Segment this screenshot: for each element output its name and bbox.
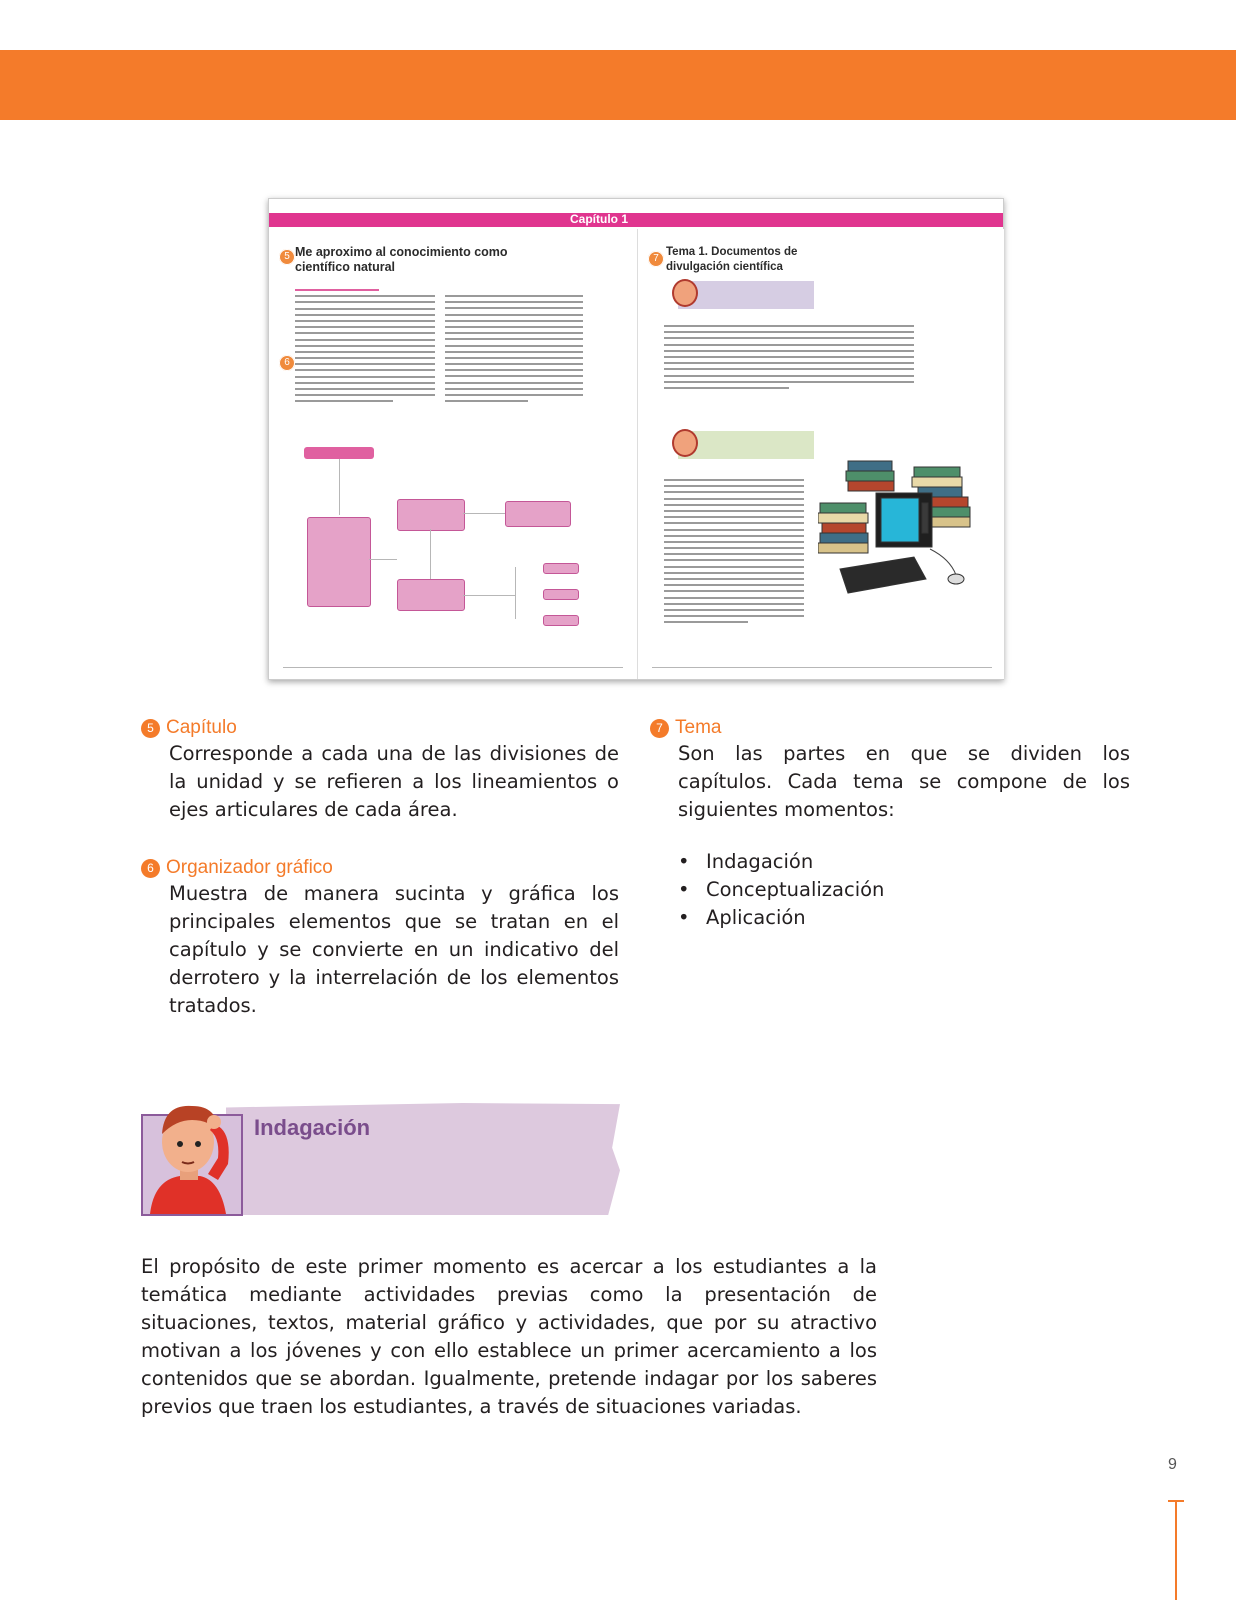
indagacion-title: Indagación <box>254 1115 371 1140</box>
indagacion-mini-band <box>678 281 814 309</box>
number-badge-6: 6 <box>141 859 160 878</box>
right-page-title: Tema 1. Documentos de divulgación científica <box>666 246 798 273</box>
item-body: Corresponde a cada una de las divisiones de la unidad y se refieren a los lineamientos o ejes articulares de cada área. <box>169 742 619 821</box>
marker-6: 6 <box>279 355 295 371</box>
conceptualizacion-mini-band <box>678 431 814 459</box>
page-marker-line <box>1175 1500 1177 1600</box>
item-title: Organizador gráfico <box>166 857 333 878</box>
item-title: Capítulo <box>166 717 237 738</box>
item-tema <box>650 716 1130 932</box>
marker-5: 5 <box>279 249 295 265</box>
map-node-recursos <box>397 499 465 531</box>
map-connector <box>430 529 431 579</box>
item-organizador <box>141 856 619 1020</box>
map-connector <box>463 513 505 514</box>
left-page-title: Me aproximo al conocimiento como científico natural <box>295 245 508 274</box>
map-connector <box>463 595 515 596</box>
number-badge-5: 5 <box>141 719 160 738</box>
list-item: • Aplicación <box>678 904 1130 932</box>
book-spread-thumbnail <box>268 198 1004 680</box>
map-leaf-graficos <box>543 589 579 600</box>
left-page <box>269 229 635 679</box>
character-icon <box>672 429 698 457</box>
page-footer-rule <box>652 667 992 668</box>
right-page <box>637 229 1004 679</box>
chapter-bar <box>269 213 1003 227</box>
map-sources-node <box>307 517 371 607</box>
map-connector <box>515 567 516 619</box>
map-node-investigaciones <box>505 501 571 527</box>
marker-7: 7 <box>648 251 664 267</box>
page-footer-rule <box>283 667 623 668</box>
item-capitulo <box>141 716 619 824</box>
map-root-node <box>304 447 374 459</box>
right-text-block-1 <box>664 325 914 393</box>
computer-books-illustration <box>818 453 978 599</box>
left-text-column-1 <box>295 289 435 407</box>
list-item: • Indagación <box>678 848 1130 876</box>
moments-list <box>678 848 1130 932</box>
list-item: • Conceptualización <box>678 876 1130 904</box>
header-band <box>0 50 1236 120</box>
item-body: Son las partes en que se dividen los capítulos. Cada tema se compone de los siguientes momentos: <box>678 742 1130 821</box>
map-node-interpretar <box>397 579 465 611</box>
thinking-character-icon <box>140 1100 240 1214</box>
map-connector <box>369 559 397 560</box>
left-text-column-2 <box>445 295 583 406</box>
map-leaf-tablas <box>543 563 579 574</box>
chapter-label: Capítulo 1 <box>569 212 628 226</box>
number-badge-7: 7 <box>650 719 669 738</box>
map-leaf-analisis <box>543 615 579 626</box>
map-connector <box>339 459 340 515</box>
page-number: 9 <box>1168 1456 1177 1473</box>
item-title: Tema <box>675 717 722 738</box>
item-body: Muestra de manera sucinta y gráfica los principales elementos que se tratan en el capítulo y se convierte en un indicativo del derrotero y la interrelación de los elementos tratados. <box>169 882 619 1017</box>
indagacion-paragraph: El propósito de este primer momento es acercar a los estudiantes a la temática mediante actividades previas como la presentación de situaciones, textos, material gráfico y actividades, que por su atractivo motivan a los jóvenes y con ello establece un primer acercamiento a los contenidos que se abordan. Igualmente, pretende indagar por los saberes previos que traen los estudiantes, a través de situaciones variadas. <box>141 1255 877 1418</box>
right-text-block-2 <box>664 479 804 628</box>
character-icon <box>672 279 698 307</box>
